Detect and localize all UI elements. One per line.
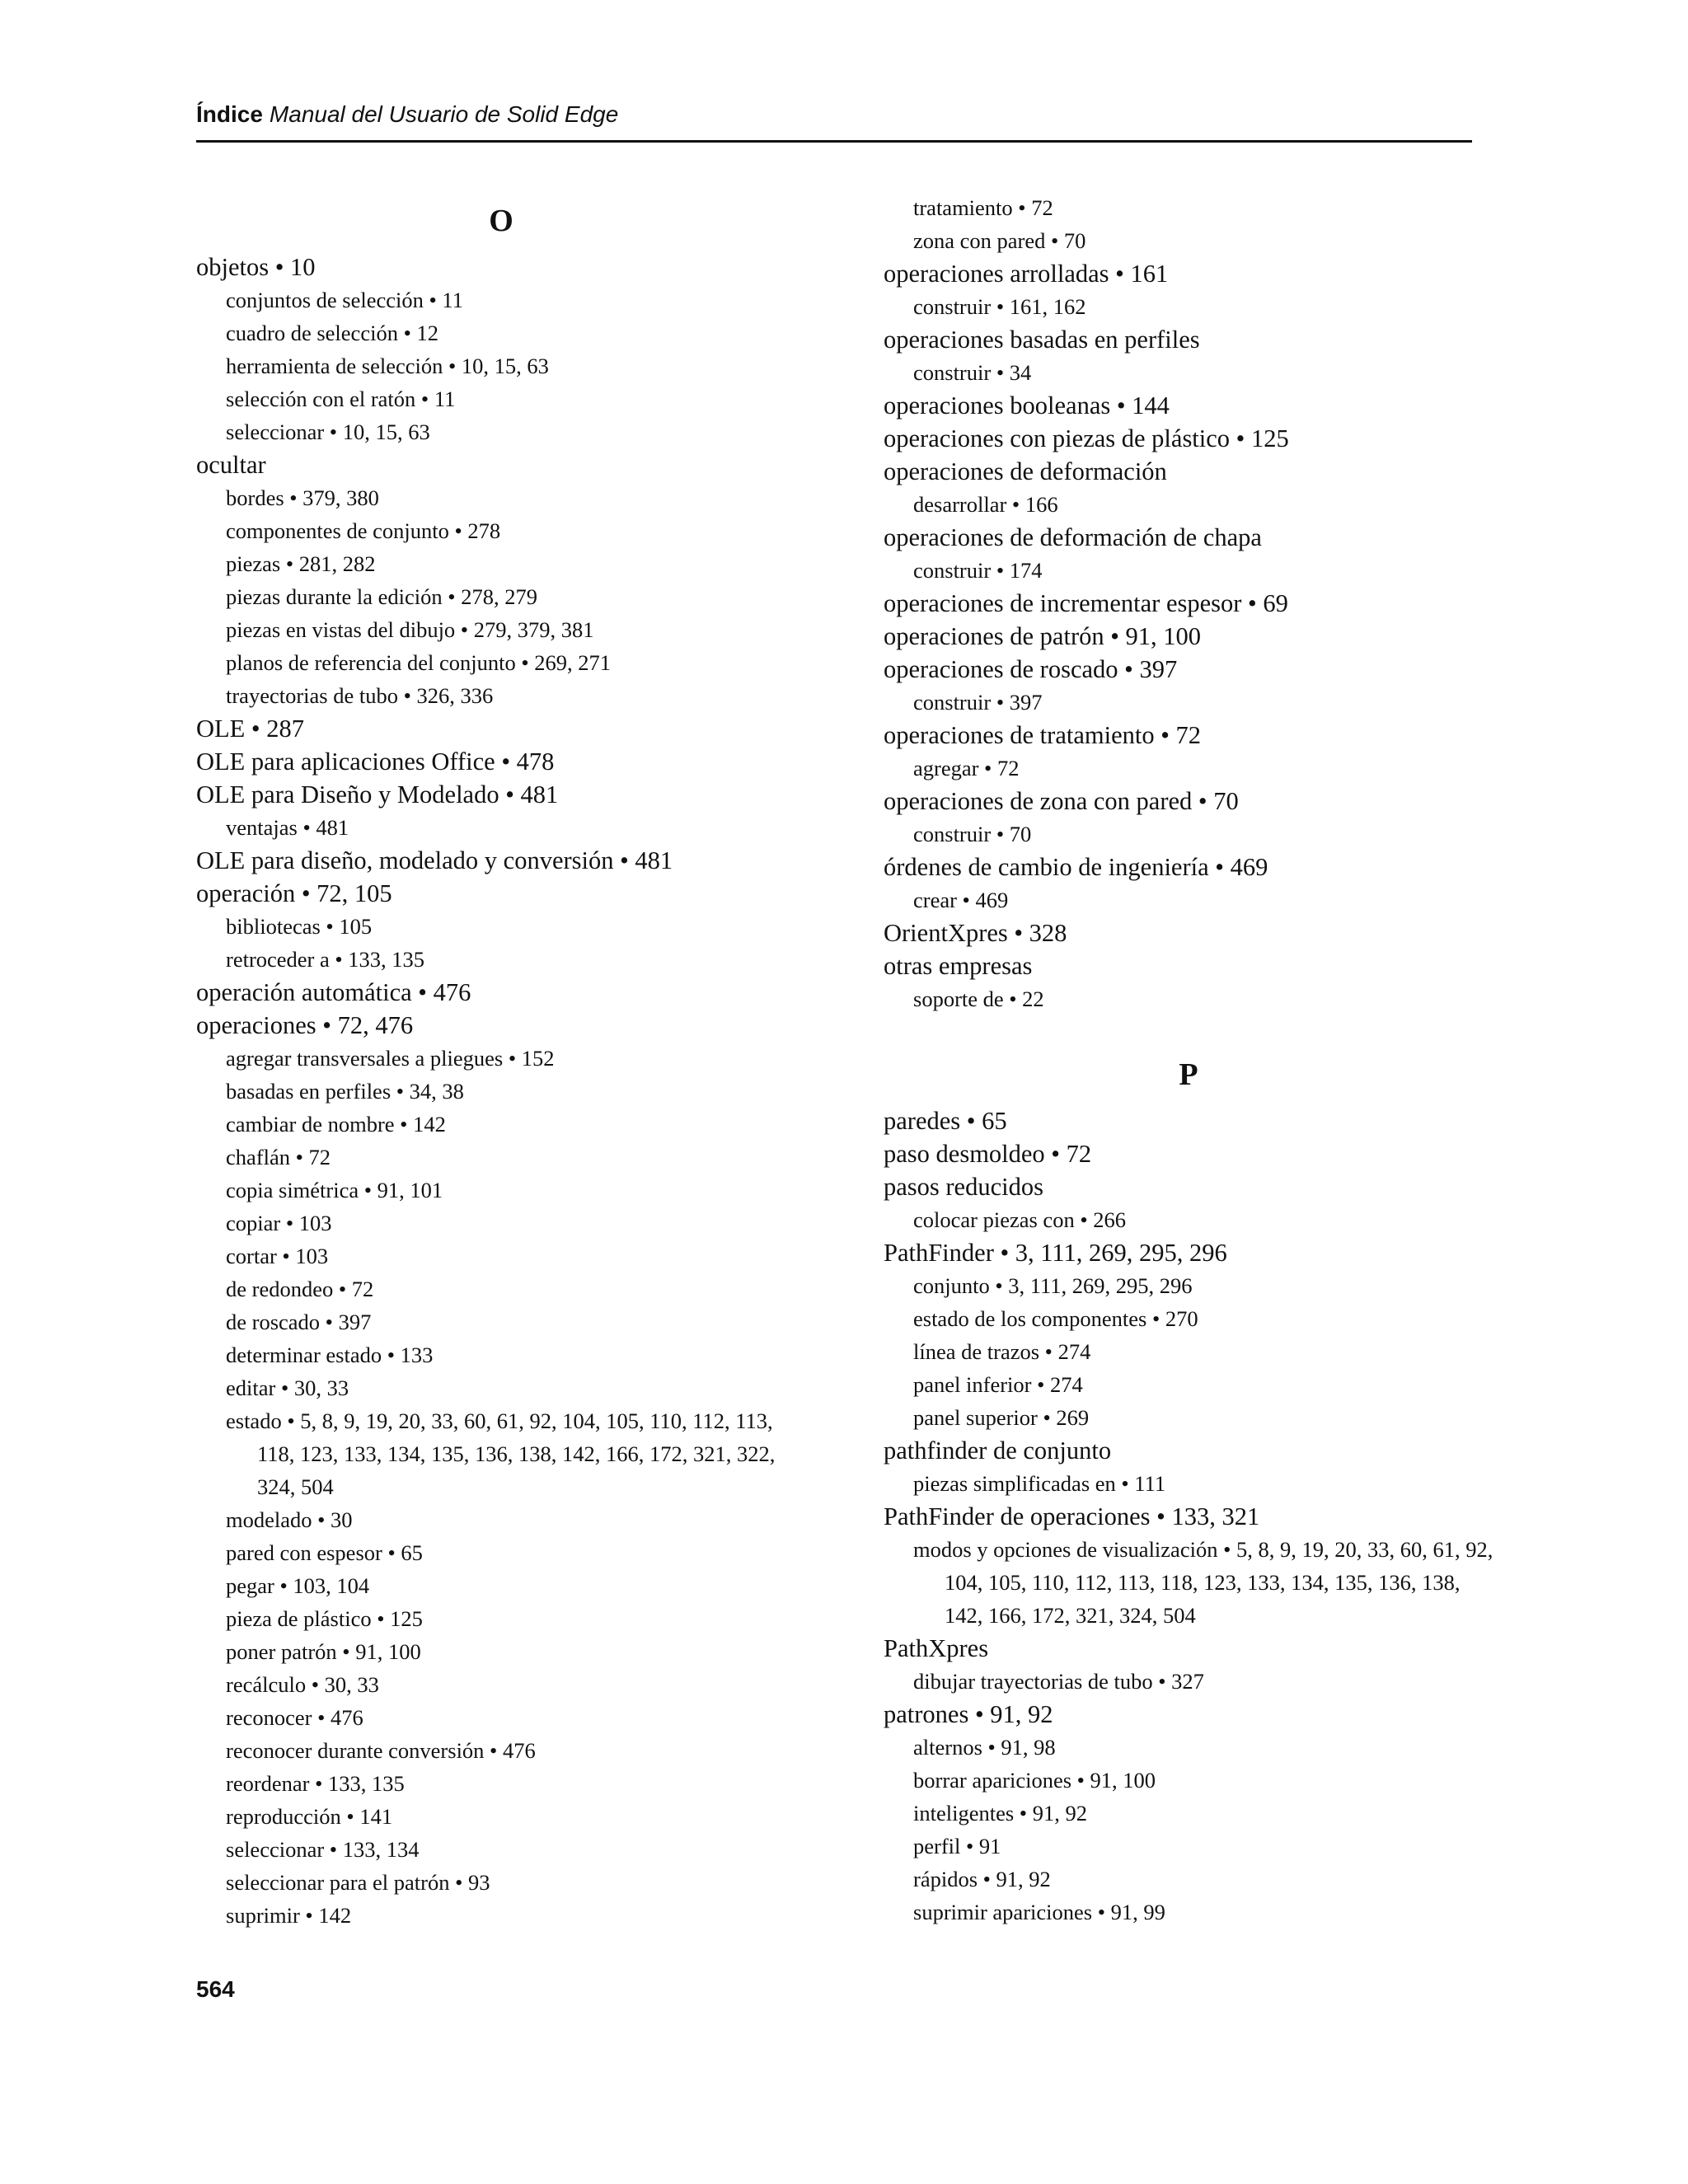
index-subentry: cortar • 103 [226,1244,329,1268]
index-subentry: borrar apariciones • 91, 100 [913,1768,1156,1793]
header-title: Manual del Usuario de Solid Edge [269,101,619,127]
index-entry: operaciones • 72, 476 [196,1011,414,1039]
index-entry: operación • 72, 105 [196,879,392,907]
section-heading-o: O [489,204,513,238]
index-entry: operaciones arrolladas • 161 [884,260,1169,288]
index-subentry: piezas durante la edición • 278, 279 [226,584,537,609]
index-subentry: estado de los componentes • 270 [913,1306,1198,1331]
index-entry: objetos • 10 [196,253,316,281]
index-subentry: selección con el ratón • 11 [226,387,456,411]
index-subentry: estado • 5, 8, 9, 19, 20, 33, 60, 61, 92, 104, 105, 110, 112, 113, 118, 123, 133, 134, 135, 136, 138, 142, 166, 172, 321, 322, 324, 504 [226,1408,776,1499]
index-subentry: cuadro de selección • 12 [226,321,438,345]
index-entry: OLE para aplicaciones Office • 478 [196,748,555,776]
index-subentry: desarrollar • 166 [913,492,1058,517]
index-entry: operaciones de deformación [884,457,1167,485]
index-subentry: reordenar • 133, 135 [226,1771,405,1796]
index-subentry: construir • 161, 162 [913,294,1086,319]
index-subentry: de redondeo • 72 [226,1277,374,1301]
section-heading-p: P [1179,1057,1198,1092]
index-subentry: componentes de conjunto • 278 [226,518,501,543]
index-subentry: perfil • 91 [913,1834,1001,1858]
index-entry: operaciones de patrón • 91, 100 [884,622,1202,650]
index-entry: operaciones de tratamiento • 72 [884,721,1202,749]
index-subentry: construir • 174 [913,558,1043,583]
index-subentry: inteligentes • 91, 92 [913,1801,1087,1825]
index-subentry: suprimir • 142 [226,1903,352,1928]
index-subentry: tratamiento • 72 [913,195,1053,220]
index-entry: OLE para Diseño y Modelado • 481 [196,780,559,808]
index-entry: operaciones de roscado • 397 [884,655,1178,683]
index-entry: PathFinder • 3, 111, 269, 295, 296 [884,1239,1227,1267]
index-subentry: construir • 397 [913,690,1043,715]
index-entry: operaciones con piezas de plástico • 125 [884,424,1289,452]
index-subentry: panel superior • 269 [913,1405,1090,1430]
index-entry: OLE • 287 [196,715,304,743]
index-subentry: conjunto • 3, 111, 269, 295, 296 [913,1273,1193,1298]
index-subentry: chaflán • 72 [226,1145,331,1169]
index-subentry: bibliotecas • 105 [226,914,373,939]
index-subentry: línea de trazos • 274 [913,1339,1091,1364]
index-subentry: agregar transversales a pliegues • 152 [226,1046,555,1071]
index-subentry: editar • 30, 33 [226,1376,349,1400]
index-subentry: rápidos • 91, 92 [913,1867,1051,1891]
index-entry: operaciones de zona con pared • 70 [884,787,1239,815]
index-subentry: seleccionar • 133, 134 [226,1837,420,1862]
index-subentry: dibujar trayectorias de tubo • 327 [913,1669,1204,1694]
index-subentry: recálculo • 30, 33 [226,1672,379,1697]
index-subentry: zona con pared • 70 [913,228,1086,253]
index-column-right [884,191,1493,1929]
index-subentry: reconocer • 476 [226,1705,363,1730]
index-entry: OLE para diseño, modelado y conversión • 481 [196,846,673,874]
index-entry: pathfinder de conjunto [884,1436,1112,1465]
index-entry: operaciones de incrementar espesor • 69 [884,589,1288,617]
index-entry: otras empresas [884,952,1033,980]
index-subentry: pieza de plástico • 125 [226,1606,423,1631]
index-subentry: conjuntos de selección • 11 [226,288,463,312]
index-entry: operaciones basadas en perfiles [884,326,1200,354]
index-subentry: crear • 469 [913,888,1009,912]
index-entry: paredes • 65 [884,1107,1007,1135]
index-subentry: seleccionar • 10, 15, 63 [226,419,430,444]
index-subentry: seleccionar para el patrón • 93 [226,1870,490,1895]
index-subentry: modos y opciones de visualización • 5, 8, 9, 19, 20, 33, 60, 61, 92, 104, 105, 110, 112, 113, 118, 123, 133, 134, 135, 136, 138, 142, 166, 172, 321, 324, 504 [913,1537,1493,1628]
index-entry: OrientXpres • 328 [884,919,1067,947]
index-entry: operaciones de deformación de chapa [884,523,1262,551]
index-subentry: modelado • 30 [226,1507,353,1532]
index-subentry: cambiar de nombre • 142 [226,1112,446,1137]
index-entry: operaciones booleanas • 144 [884,391,1170,419]
index-subentry: bordes • 379, 380 [226,485,379,510]
index-subentry: colocar piezas con • 266 [913,1207,1126,1232]
index-subentry: poner patrón • 91, 100 [226,1639,421,1664]
index-subentry: piezas • 281, 282 [226,551,376,576]
index-subentry: construir • 34 [913,360,1032,385]
index-entry: PathXpres [884,1634,989,1662]
index-entry: órdenes de cambio de ingeniería • 469 [884,853,1268,881]
index-entry: ocultar [196,451,266,479]
index-subentry: agregar • 72 [913,756,1020,780]
index-subentry: reconocer durante conversión • 476 [226,1738,536,1763]
header-index-label: Índice [196,101,263,127]
page-number: 564 [196,1976,235,2002]
index-subentry: basadas en perfiles • 34, 38 [226,1079,464,1104]
index-entry: PathFinder de operaciones • 133, 321 [884,1502,1260,1530]
index-subentry: ventajas • 481 [226,815,349,840]
index-subentry: herramienta de selección • 10, 15, 63 [226,354,549,378]
index-subentry: copiar • 103 [226,1211,332,1235]
index-subentry: construir • 70 [913,822,1032,846]
index-subentry: alternos • 91, 98 [913,1735,1056,1760]
index-subentry: determinar estado • 133 [226,1343,434,1367]
index-subentry: copia simétrica • 91, 101 [226,1178,443,1202]
index-entry: patrones • 91, 92 [884,1700,1053,1728]
page-header [196,97,1472,143]
index-subentry: suprimir apariciones • 91, 99 [913,1900,1165,1924]
index-subentry: trayectorias de tubo • 326, 336 [226,683,494,708]
index-subentry: de roscado • 397 [226,1310,372,1334]
index-subentry: pegar • 103, 104 [226,1573,370,1598]
index-subentry: pared con espesor • 65 [226,1540,423,1565]
index-subentry: reproducción • 141 [226,1804,393,1829]
index-subentry: panel inferior • 274 [913,1372,1083,1397]
index-subentry: planos de referencia del conjunto • 269, 271 [226,650,611,675]
index-column-left [196,191,806,1932]
index-subentry: soporte de • 22 [913,987,1044,1011]
index-subentry: piezas simplificadas en • 111 [913,1471,1166,1496]
index-entry: operación automática • 476 [196,978,471,1006]
index-entry: pasos reducidos [884,1173,1043,1201]
index-entry: paso desmoldeo • 72 [884,1140,1092,1168]
index-subentry: retroceder a • 133, 135 [226,947,425,972]
index-subentry: piezas en vistas del dibujo • 279, 379, 381 [226,617,594,642]
